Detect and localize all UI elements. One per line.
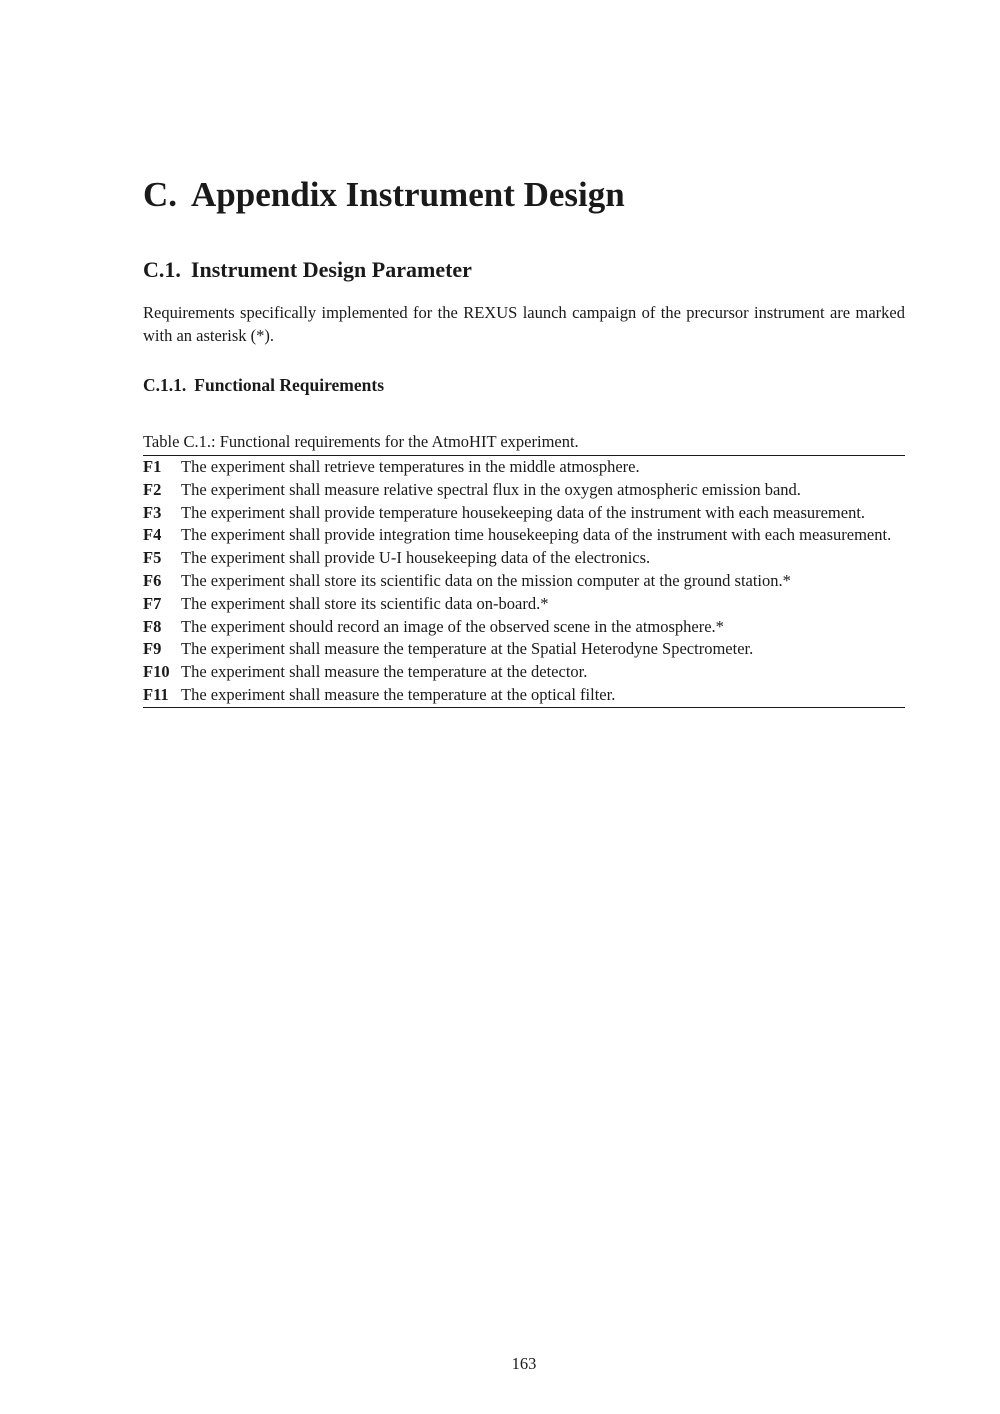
requirement-id: F5	[143, 548, 162, 568]
requirement-id: F11	[143, 684, 169, 704]
requirement-id: F6	[143, 570, 162, 590]
table-row	[143, 502, 905, 525]
requirement-text: The experiment shall provide integration time housekeeping data of the instrument with each measurement.	[181, 525, 892, 545]
chapter-number: C.	[143, 175, 178, 214]
table-row	[143, 547, 905, 570]
section-heading	[143, 255, 472, 285]
table-row	[143, 616, 905, 639]
chapter-title: Appendix Instrument Design	[191, 175, 625, 214]
requirement-id: F4	[143, 525, 162, 545]
requirement-id: F2	[143, 479, 162, 499]
requirement-text: The experiment shall measure relative spectral flux in the oxygen atmospheric emission band.	[181, 479, 801, 499]
requirement-text: The experiment shall store its scientific data on-board.*	[181, 593, 549, 613]
table-row	[143, 524, 905, 547]
requirement-text: The experiment shall store its scientific data on the mission computer at the ground station.*	[181, 570, 791, 590]
requirement-text: The experiment shall provide U-I housekeeping data of the electronics.	[181, 548, 651, 568]
requirement-text: The experiment shall measure the temperature at the optical filter.	[181, 684, 616, 704]
section-title: Instrument Design Parameter	[190, 257, 472, 282]
requirement-id: F10	[143, 662, 170, 682]
requirement-text: The experiment should record an image of the observed scene in the atmosphere.*	[181, 616, 724, 636]
table-row	[143, 684, 905, 707]
table-row	[143, 638, 905, 661]
table-row	[143, 570, 905, 593]
table-caption: Table C.1.: Functional requirements for the AtmoHIT experiment.	[143, 432, 579, 451]
page-number: 163	[511, 1354, 537, 1373]
requirement-text: The experiment shall measure the temperature at the Spatial Heterodyne Spectrometer.	[181, 639, 754, 659]
section-number: C.1.	[143, 257, 181, 282]
subsection-title: Functional Requirements	[194, 375, 385, 395]
requirement-id: F1	[143, 457, 162, 476]
table-row	[143, 456, 905, 479]
requirement-text: The experiment shall provide temperature housekeeping data of the instrument with each measurement.	[181, 502, 866, 522]
subsection-heading	[143, 373, 384, 397]
table-row	[143, 661, 905, 684]
subsection-number: C.1.1.	[143, 375, 187, 395]
requirement-id: F8	[143, 616, 162, 636]
requirement-id: F9	[143, 639, 162, 659]
section-intro-paragraph: Requirements specifically implemented for the REXUS launch campaign of the precursor instrument are marked with an asterisk (*).	[143, 303, 905, 345]
table-row	[143, 479, 905, 502]
requirement-id: F3	[143, 502, 162, 522]
requirement-id: F7	[143, 593, 162, 613]
chapter-heading	[143, 172, 625, 218]
table-row	[143, 593, 905, 616]
requirement-text: The experiment shall measure the temperature at the detector.	[181, 662, 588, 682]
requirement-text: The experiment shall retrieve temperatures in the middle atmosphere.	[181, 457, 640, 476]
requirements-table	[143, 455, 905, 708]
